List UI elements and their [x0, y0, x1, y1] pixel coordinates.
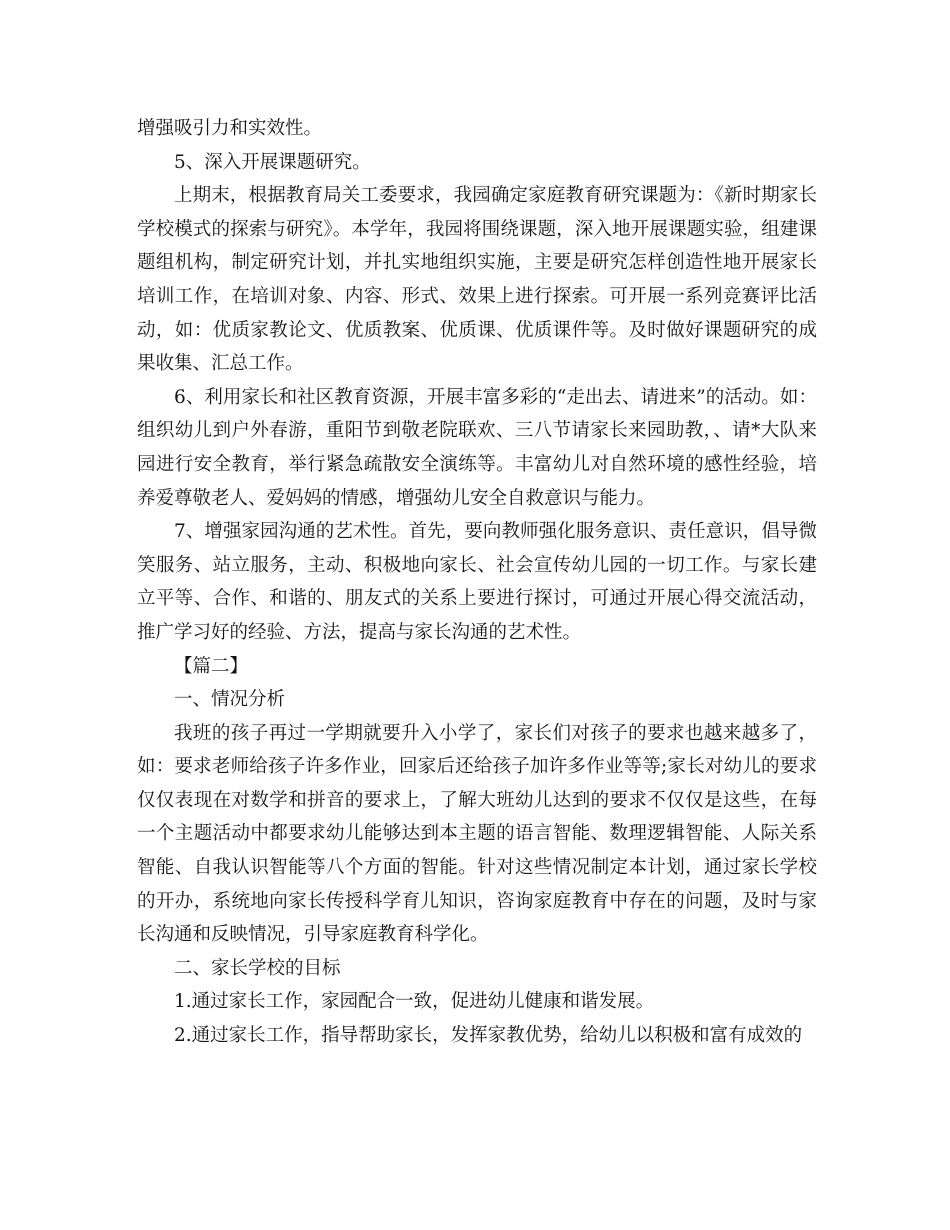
list-item: 2.通过家长工作，指导帮助家长，发挥家教优势，给幼儿以积极和富有成效的	[174, 1025, 803, 1047]
paragraph: 7、增强家园沟通的艺术性。首先，要向教师强化服务意识、责任意识，倡导微笑服务、站立服务，主动、积极地向家长、社会宣传幼儿园的一切工作。与家长建立平等、合作、和谐的、朋友式的关系上要进行探讨，可通过开展心得交流活动，推广学习好的经验、方法，提高与家长沟通的艺术性。	[137, 521, 817, 643]
document-body	[137, 112, 817, 1053]
section-heading: 二、家长学校的目标	[174, 957, 341, 979]
list-item: 1.通过家长工作，家园配合一致，促进幼儿健康和谐发展。	[174, 991, 655, 1013]
paragraph: 增强吸引力和实效性。	[137, 118, 323, 139]
paragraph: 6、利用家长和社区教育资源，开展丰富多彩的“走出去、请进来”的活动。如：组织幼儿到户外春游，重阳节到敬老院联欢、三八节请家长来园助教，、请*大队来园进行安全教育，举行紧急疏散安全演练等。丰富幼儿对自然环境的感性经验，培养爱尊敬老人、爱妈妈的情感，增强幼儿安全自救意识与能力。	[137, 386, 817, 509]
paragraph: 上期末，根据教育局关工委要求，我园确定家庭教育研究课题为：《新时期家长学校模式的探索与研究》。本学年，我园将围绕课题，深入地开展课题实验，组建课题组机构，制定研究计划，并扎实地组织实施，主要是研究怎样创造性地开展家长培训工作，在培训对象、内容、形式、效果上进行探索。可开展一系列竞赛评比活动，如：优质家教论文、优质教案、优质课、优质课件等。及时做好课题研究的成果收集、汇总工作。	[137, 185, 817, 375]
paragraph: 我班的孩子再过一学期就要升入小学了，家长们对孩子的要求也越来越多了，如：要求老师给孩子许多作业，回家后还给孩子加许多作业等等;家长对幼儿的要求仅仅表现在对数学和拼音的要求上，了解大班幼儿达到的要求不仅仅是这些，在每一个主题活动中都要求幼儿能够达到本主题的语言智能、数理逻辑智能、人际关系智能、自我认识智能等八个方面的智能。针对这些情况制定本计划，通过家长学校的开办，系统地向家长传授科学育儿知识，咨询家庭教育中存在的问题，及时与家长沟通和反映情况，引导家庭教育科学化。	[137, 722, 817, 946]
paragraph: 5、深入开展课题研究。	[174, 151, 371, 173]
section-heading: 一、情况分析	[174, 689, 286, 711]
section-heading: 【篇二】	[174, 655, 249, 677]
